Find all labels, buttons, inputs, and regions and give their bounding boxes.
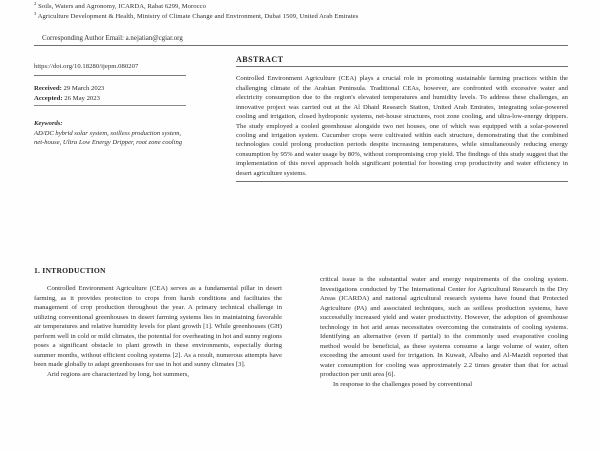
affiliation-item <box>34 12 568 22</box>
affiliation-marker: 2 <box>34 0 37 6</box>
received-line <box>34 84 224 94</box>
affiliation-item <box>34 2 568 12</box>
corresponding-author-label: Corresponding Author Email: <box>42 34 124 42</box>
accepted-label: Accepted: <box>34 94 63 102</box>
received-value: 29 March 2023 <box>63 85 105 93</box>
dates-divider <box>34 105 186 106</box>
corresponding-author-block <box>34 34 568 47</box>
abstract-text: Controlled Environment Agriculture (CEA) plays a crucial role in promoting sustainable farming practices within the challenging climate of the Arabian Peninsula. Traditional CEAs, however, are confronted with excessive water and electricity consumption due to the region's elevated temperatures and humidity levels. To address these challenges, an innovative project was carried out at the Al Dhaid Research Station, United Arab Emirates, integrating solar-powered cooling and irrigation, closed hydroponic systems, net-house structures, root zone cooling, and ultra-low-energy drippers. The study employed a cooled greenhouse alongside two net houses, one of which was equipped with a solar-powered cooling and irrigation system. Cucumber crops were cultivated within each structure, demonstrating that the combined technologies could prolong production periods despite increasing temperatures, while simultaneously reducing energy consumption by 95% and water usage by 80%, without compromising crop yield. The findings of this study suggest that the implementation of this novel approach holds significant potential for boosting crop productivity and water efficiency in desert agriculture systems. <box>236 74 568 182</box>
affiliation-text: Agriculture Development & Health, Ministry of Climate Change and Environment, Dubai 1509, United Arab Emirates <box>37 13 359 21</box>
meta-abstract-columns <box>34 55 568 182</box>
doi-block <box>34 55 186 76</box>
keywords-block <box>34 119 184 148</box>
body-columns <box>34 276 568 390</box>
keywords-value: AD/DC hybrid solar system, soilless production system, net-house, Ultra Low Energy Dripper, root zone cooling <box>34 129 183 147</box>
header-block <box>34 2 568 182</box>
body-column-right <box>320 275 568 390</box>
abstract-heading: ABSTRACT <box>236 55 568 67</box>
affiliations-list <box>34 2 568 23</box>
corresponding-author-email[interactable]: a.nejatian@cgiar.org <box>125 34 183 42</box>
paragraph: Arid regions are characterized by long, hot summers, <box>47 370 190 378</box>
keywords-label: Keywords: <box>34 119 63 127</box>
affiliation-text: Soils, Waters and Agronomy, ICARDA, Rabat 6299, Morocco <box>38 3 207 10</box>
doi-link[interactable]: https://doi.org/10.18280/ijepm.080207 <box>34 63 139 71</box>
corresponding-author-line <box>34 34 568 43</box>
introduction-section <box>34 266 568 390</box>
body-column-gap <box>282 284 320 390</box>
introduction-heading: 1. INTRODUCTION <box>34 266 106 275</box>
column-gap <box>224 55 236 182</box>
paragraph: In response to the challenges posed by conventional <box>333 381 473 389</box>
affiliation-marker: 3 <box>34 11 37 17</box>
accepted-value: 26 May 2023 <box>64 94 100 102</box>
article-dates <box>34 84 224 103</box>
abstract-column <box>236 55 568 182</box>
body-column-left <box>34 284 282 390</box>
accepted-line <box>34 94 224 104</box>
paragraph: Controlled Environment Agriculture (CEA) serves as a fundamental pillar in desert farming, as it provides protection to crops from harsh conditions and facilitates the management of crop production throughout the year. A primary technical challenge in utilizing conventional greenhouses in desert farming systems lies in maintaining favorable air temperatures and relative humidity levels for plant growth [1]. While greenhouses (GH) perform well in cold or mild climates, the potential for overheating in hot and sunny regions poses a significant obstacle to plant growth in these environments, especially during summer months, without efficient cooling systems [2]. As a result, numerous attempts have been made globally to adapt greenhouses for use in hot and sunny climates [3]. <box>34 285 282 369</box>
article-meta-column <box>34 55 224 182</box>
received-label: Received: <box>34 85 62 93</box>
paragraph: critical issue is the substantial water and energy requirements of the cooling system. Investigations conducted by The International Center for Agricultural Research in the Dry Areas (ICARDA) and national agricultural research systems have found that Protected Agriculture (PA) and associated techniques, such as soilless production systems, have successfully increased yield and water productivity. However, the adoption of greenhouse technology in hot arid areas necessitates overcoming the constraints of cooling systems. Identifying an alternative (even if partial) to the commonly used evaporative cooling method would be beneficial, as these systems consume a large volume of water, often exceeding the amount used for irrigation. In Kuwait, Albaho and Al-Mazidi reported that water consumption for cooling was approximately 2.2 times greater than that for actual production per unit area [6]. <box>320 276 568 379</box>
